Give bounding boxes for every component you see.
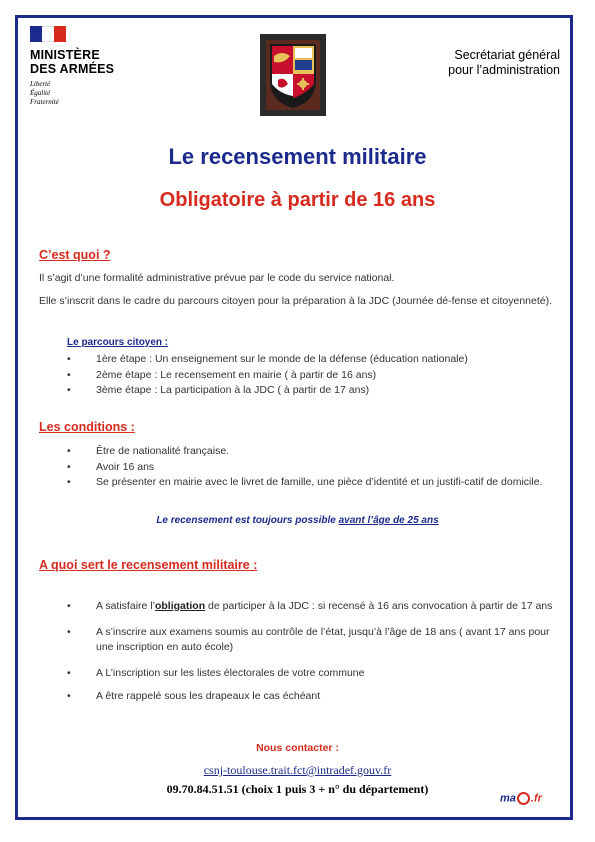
ministry-name: MINISTÈRE DES ARMÉES bbox=[30, 48, 115, 76]
parcours-heading: Le parcours citoyen : bbox=[67, 337, 169, 348]
jdc-ring-icon bbox=[517, 792, 530, 805]
contact-email-link[interactable]: csnj-toulouse.trait.fct@intradef.gouv.fr bbox=[203, 763, 392, 777]
header bbox=[30, 26, 560, 121]
conditions-list bbox=[67, 444, 557, 491]
list-item: • A satisfaire l’obligation de participer à la JDC : si recensé à 16 ans convocation à partir de 17 ans bbox=[67, 599, 557, 615]
page-title: Le recensement militaire bbox=[168, 144, 427, 169]
list-item: • 2ème étape : Le recensement en mairie ( à partir de 16 ans) bbox=[67, 368, 557, 384]
section-heading-what: C’est quoi ? bbox=[39, 248, 111, 262]
list-item: • Se présenter en mairie avec le livret de famille, une pièce d’identité et un justifi-catif de domicile. bbox=[67, 475, 557, 491]
contact-heading: Nous contacter : bbox=[256, 742, 339, 754]
contact-phone: 09.70.84.51.51 (choix 1 puis 3 + n° du département) bbox=[166, 782, 429, 796]
page-subtitle: Obligatoire à partir de 16 ans bbox=[159, 189, 436, 211]
paragraph-context: Elle s’inscrit dans le cadre du parcours citoyen pour la préparation à la JDC (Journée dé-fense et citoyenneté). bbox=[39, 295, 553, 307]
age-note: Le recensement est toujours possible avant l’âge de 25 ans bbox=[156, 515, 439, 526]
french-flag-icon bbox=[30, 26, 66, 42]
list-item: • Avoir 16 ans bbox=[67, 460, 557, 476]
purpose-list bbox=[67, 599, 557, 705]
list-item: • 3ème étape : La participation à la JDC ( à partir de 17 ans) bbox=[67, 383, 557, 399]
section-heading-purpose: A quoi sert le recensement militaire : bbox=[39, 558, 258, 572]
list-item: • A s’inscrire aux examens soumis au contrôle de l’état, jusqu’à l’âge de 18 ans ( avant 17 ans pour une inscription en auto école) bbox=[67, 625, 557, 656]
section-heading-conditions: Les conditions : bbox=[39, 420, 135, 434]
parcours-list bbox=[67, 352, 557, 399]
majdc-logo: ma .fr bbox=[500, 792, 542, 805]
list-item: • 1ère étape : Un enseignement sur le monde de la défense (éducation nationale) bbox=[67, 352, 557, 368]
list-item: • A L’inscription sur les listes électorales de votre commune bbox=[67, 666, 557, 682]
list-item: • Être de nationalité française. bbox=[67, 444, 557, 460]
motto: Liberté Égalité Fraternité bbox=[30, 80, 59, 106]
paragraph-definition: Il s’agit d’une formalité administrative prévue par le code du service national. bbox=[39, 272, 395, 284]
secretariat-general: Secrétariat général pour l’administration bbox=[448, 48, 560, 77]
coat-of-arms-icon bbox=[260, 34, 326, 116]
list-item: • A être rappelé sous les drapeaux le cas échéant bbox=[67, 689, 557, 705]
